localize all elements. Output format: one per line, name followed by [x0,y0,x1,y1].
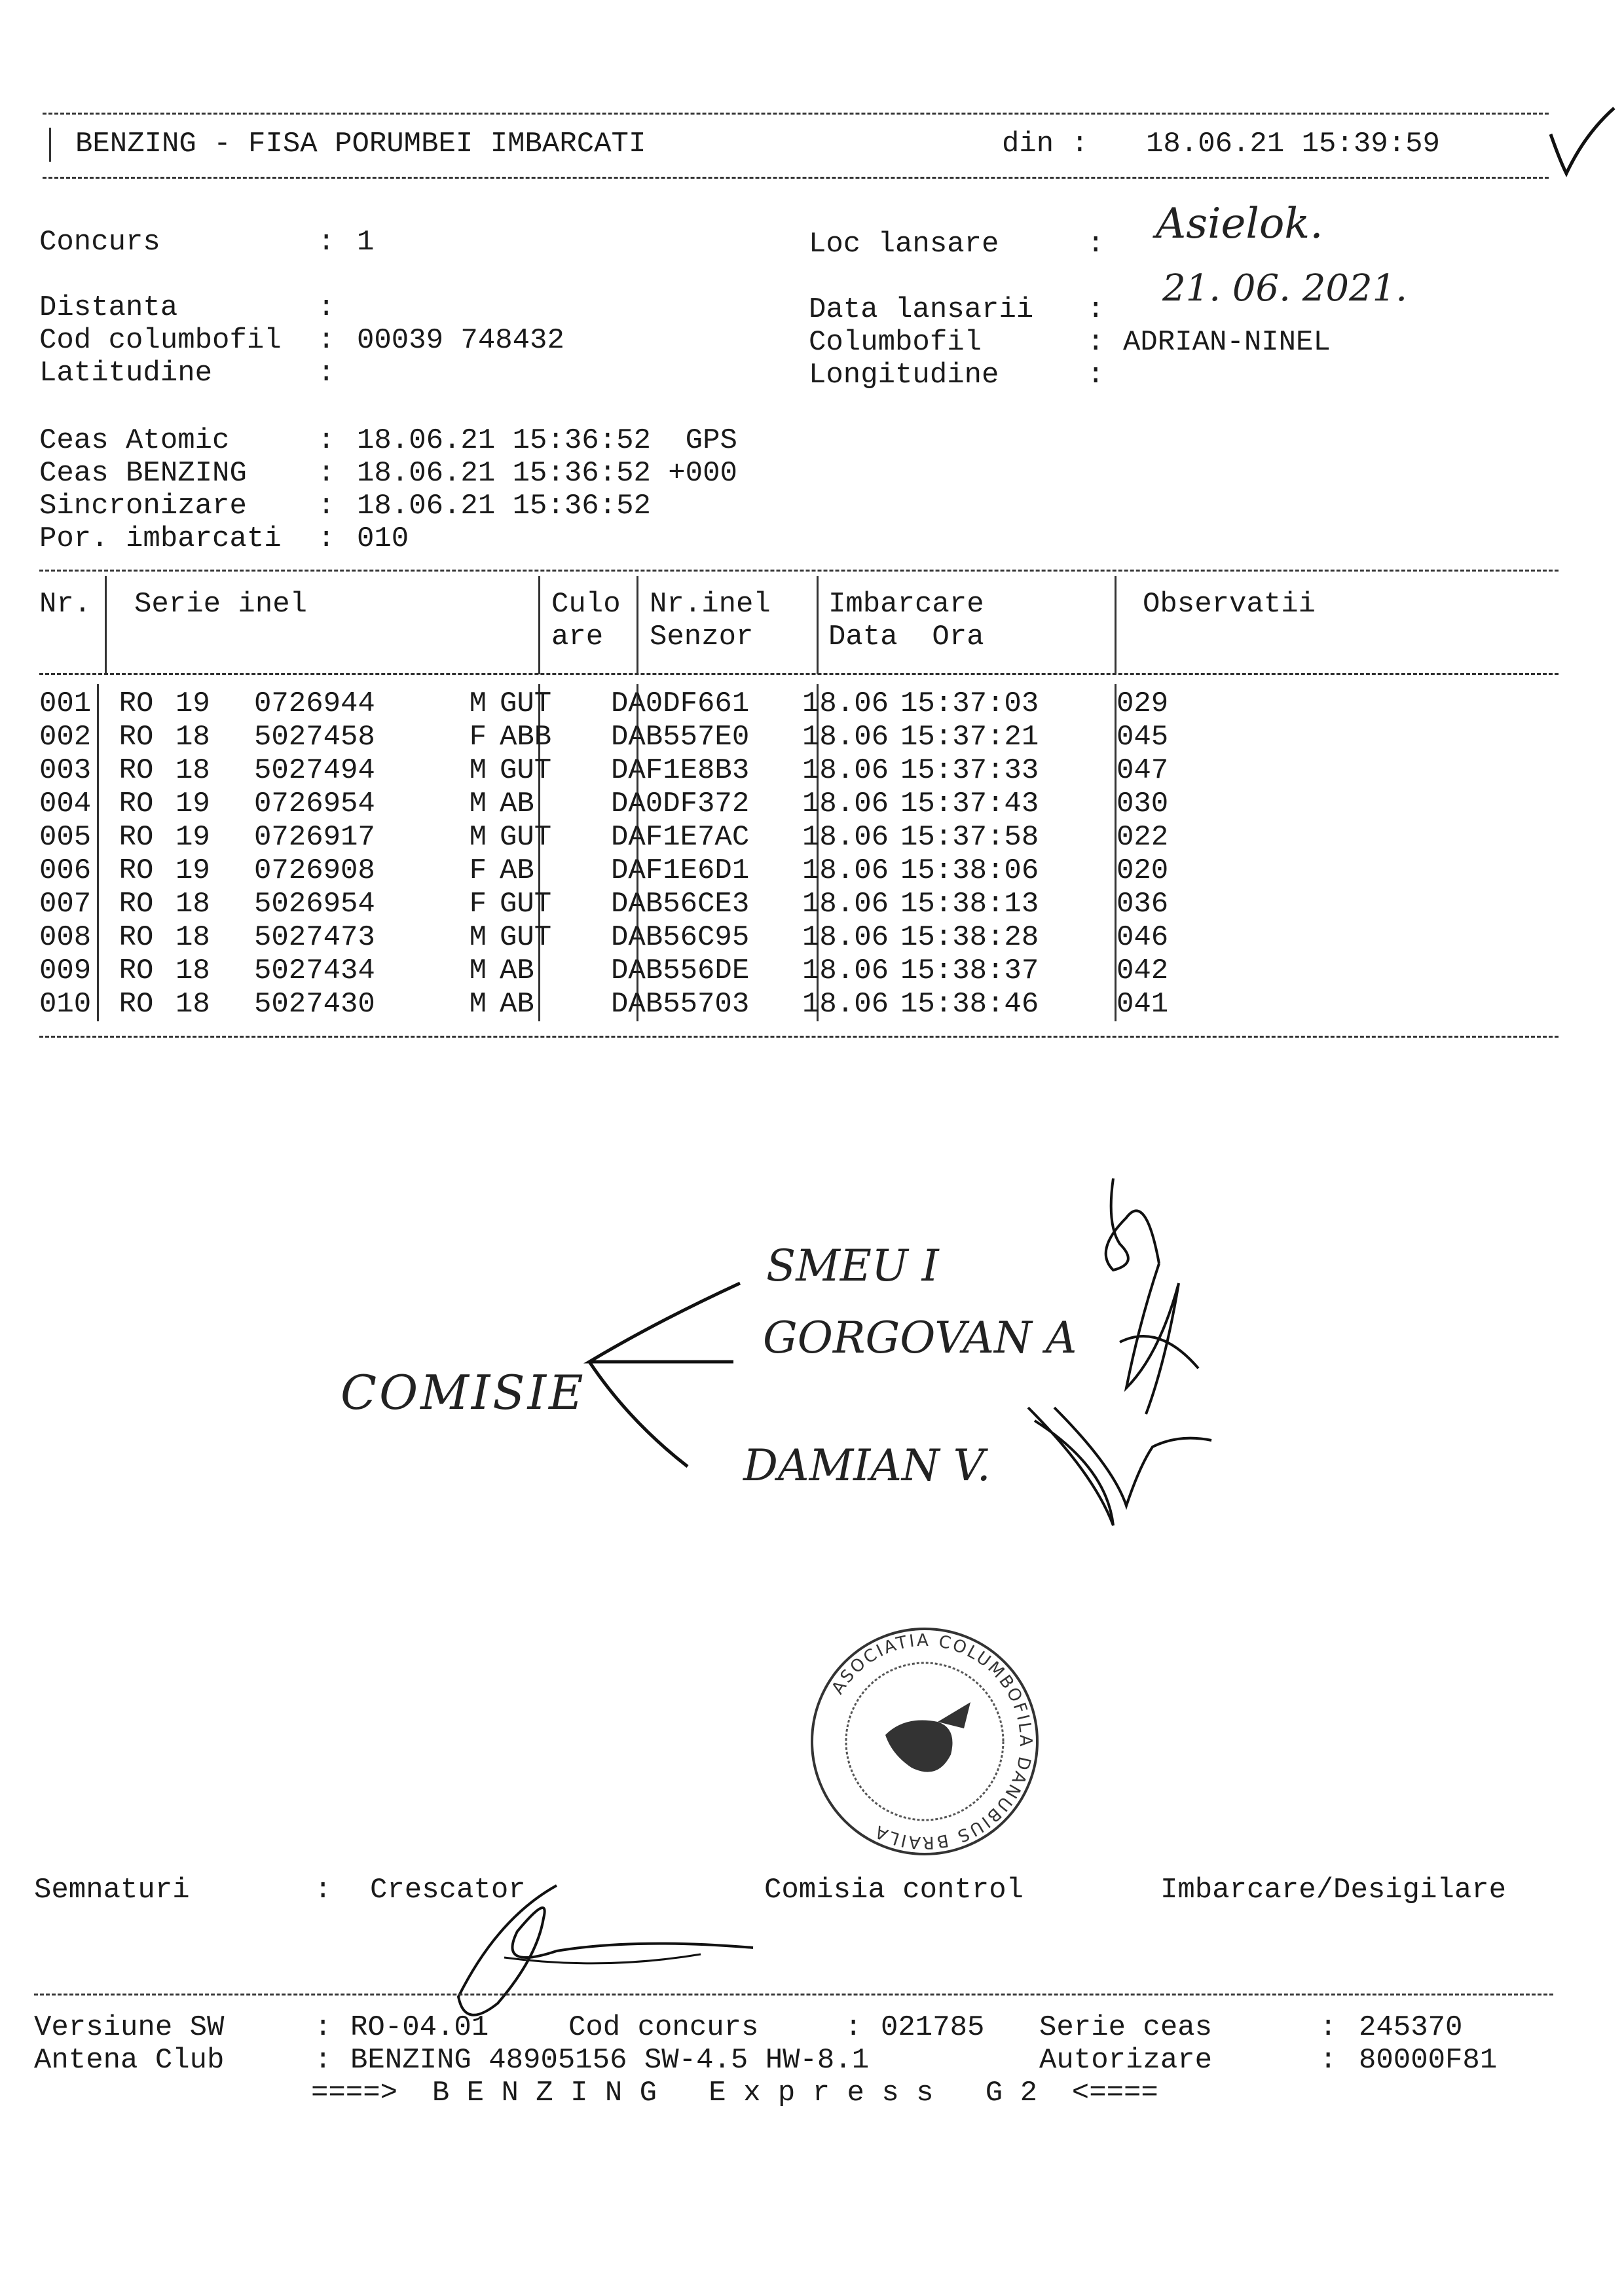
table-row [39,988,1221,1021]
cell-sex: M [469,788,487,820]
cell-obs: 046 [1116,921,1169,954]
cell-senzor: DA0DF661 [611,687,750,720]
info-value-loc-lansare: Asielok. [1156,200,1323,248]
info-sep: : [1087,326,1105,359]
info-sep: : [1320,2011,1337,2044]
cell-sex: F [469,888,487,920]
info-sep: : [845,2011,862,2044]
cell-sex: M [469,921,487,954]
table-bottom-rule [39,1036,1559,1038]
table-top-rule [39,570,1559,572]
col-sep [637,576,638,674]
cell-an: 18 [175,955,210,987]
cell-an: 19 [175,821,210,854]
info-label-loc-lansare: Loc lansare [809,228,999,261]
cell-ora: 15:37:43 [900,788,1039,820]
header-top-rule [43,113,1549,115]
cell-obs: 047 [1116,754,1169,787]
cell-inel: 5027434 [254,955,375,987]
cell-obs: 022 [1116,821,1169,854]
cell-tara: RO [119,754,154,787]
col-header-senzor: Nr.inel [650,588,771,621]
signature-comisia: Comisia control [764,1874,1024,1906]
cell-tara: RO [119,955,154,987]
info-sep: : [318,324,335,357]
footer-antena-value: BENZING 48905156 SW-4.5 HW-8.1 [350,2044,870,2077]
footer-banner: ====> B E N Z I N G E x p r e s s G 2 <==== [311,2077,1158,2109]
cell-ora: 15:38:28 [900,921,1039,954]
cell-culoare: GUT [500,821,552,854]
col-header-culoare-2: are [551,621,604,653]
cell-inel: 0726954 [254,788,375,820]
cell-sex: M [469,955,487,987]
cell-obs: 029 [1116,687,1169,720]
cell-senzor: DAF1E8B3 [611,754,750,787]
col-header-imbarcare: Imbarcare [828,588,984,621]
info-value-cod-columbofil: 00039 748432 [357,324,564,357]
cell-culoare: AB [500,988,534,1021]
cell-an: 19 [175,788,210,820]
info-sep: : [318,424,335,457]
info-label-latitudine: Latitudine [39,357,213,390]
cell-an: 18 [175,921,210,954]
cell-ora: 15:38:37 [900,955,1039,987]
footer-antena-label: Antena Club [34,2044,225,2077]
info-sep: : [318,457,335,490]
cell-data: 18.06 [802,888,889,920]
info-value-columbofil: ADRIAN-NINEL [1123,326,1331,359]
clock-value-sincronizare: 18.06.21 15:36:52 [357,490,651,522]
cell-data: 18.06 [802,955,889,987]
cell-senzor: DAB56CE3 [611,888,750,920]
col-sep [105,576,107,674]
stamp-ring-text: ASOCIATIA COLUMBOFILA DANUBIUS BRAILA [828,1630,1036,1853]
cell-sex: F [469,721,487,754]
cell-inel: 0726917 [254,821,375,854]
cell-obs: 020 [1116,854,1169,887]
info-sep: : [314,2044,332,2077]
cell-culoare: GUT [500,754,552,787]
cell-inel: 5027494 [254,754,375,787]
clock-label-benzing: Ceas BENZING [39,457,247,490]
document-title: BENZING - FISA PORUMBEI IMBARCATI [75,128,646,160]
footer-autorizare-value: 80000F81 [1359,2044,1498,2077]
footer-serie-ceas-value: 245370 [1359,2011,1463,2044]
cell-tara: RO [119,921,154,954]
cell-culoare: GUT [500,921,552,954]
header-bottom-rule [43,177,1549,179]
breeder-signature [439,1879,805,2030]
cell-senzor: DAF1E6D1 [611,854,750,887]
cell-culoare: GUT [500,888,552,920]
cell-culoare: AB [500,854,534,887]
check-mark-icon [1545,108,1617,180]
table-row [39,754,1221,788]
cell-nr: 001 [39,687,92,720]
cell-data: 18.06 [802,788,889,820]
cell-an: 18 [175,754,210,787]
cell-inel: 5027473 [254,921,375,954]
cell-an: 18 [175,988,210,1021]
cell-ora: 15:37:03 [900,687,1039,720]
footer-rule [34,1994,1553,1995]
info-sep: : [314,2011,332,2044]
cell-nr: 004 [39,788,92,820]
info-label-columbofil: Columbofil [809,326,982,359]
cell-ora: 15:37:33 [900,754,1039,787]
clock-label-por-imbarcati: Por. imbarcati [39,522,282,555]
info-value-data-lansarii: 21. 06. 2021. [1162,267,1408,310]
cell-culoare: ABB [500,721,552,754]
cell-senzor: DAB56C95 [611,921,750,954]
cell-obs: 041 [1116,988,1169,1021]
info-sep: : [318,357,335,390]
cell-data: 18.06 [802,821,889,854]
table-row [39,721,1221,754]
info-label-longitudine: Longitudine [809,359,999,392]
cell-data: 18.06 [802,687,889,720]
info-sep: : [314,1874,332,1906]
cell-data: 18.06 [802,854,889,887]
clock-value-benzing: 18.06.21 15:36:52 +000 [357,457,737,490]
table-row [39,888,1221,921]
cell-an: 18 [175,888,210,920]
clock-label-sincronizare: Sincronizare [39,490,247,522]
table-body [39,687,1221,1021]
info-sep: : [1320,2044,1337,2077]
footer-cod-concurs-label: Cod concurs [568,2011,759,2044]
signatures-label: Semnaturi [34,1874,190,1906]
cell-obs: 045 [1116,721,1169,754]
clock-value-atomic: 18.06.21 15:36:52 GPS [357,424,737,457]
col-header-nr: Nr. [39,588,92,621]
cell-nr: 009 [39,955,92,987]
info-sep: : [1087,228,1105,261]
cell-tara: RO [119,821,154,854]
info-label-distanta: Distanta [39,291,178,324]
commission-name-1: SMEU I [766,1241,939,1291]
cell-data: 18.06 [802,921,889,954]
cell-sex: M [469,754,487,787]
cell-senzor: DA0DF372 [611,788,750,820]
cell-nr: 010 [39,988,92,1021]
commission-signature-3 [1015,1394,1218,1532]
table-row [39,821,1221,854]
cell-senzor: DAB556DE [611,955,750,987]
footer-cod-concurs-value: 021785 [881,2011,985,2044]
cell-obs: 042 [1116,955,1169,987]
table-row [39,687,1221,721]
cell-inel: 5026954 [254,888,375,920]
cell-sex: M [469,687,487,720]
cell-an: 19 [175,687,210,720]
commission-name-3: DAMIAN V. [743,1440,991,1491]
info-sep: : [1087,293,1105,326]
table-header-rule [39,673,1559,675]
info-sep: : [318,522,335,555]
footer-versiune-value: RO-04.01 [350,2011,489,2044]
col-header-observatii: Observatii [1143,588,1316,621]
commission-name-2: GORGOVAN A [763,1313,1077,1363]
cell-inel: 0726944 [254,687,375,720]
cell-nr: 005 [39,821,92,854]
cell-nr: 006 [39,854,92,887]
info-sep: : [318,490,335,522]
cell-obs: 036 [1116,888,1169,920]
din-value: 18.06.21 15:39:59 [1146,128,1440,160]
cell-nr: 008 [39,921,92,954]
table-row [39,955,1221,988]
club-stamp [807,1624,1043,1859]
table-row [39,854,1221,888]
table-row [39,788,1221,821]
footer-autorizare-label: Autorizare [1039,2044,1213,2077]
commission-bracket [576,1277,747,1480]
cell-tara: RO [119,721,154,754]
cell-ora: 15:37:58 [900,821,1039,854]
info-label-cod-columbofil: Cod columbofil [39,324,282,357]
signature-crescator: Crescator [370,1874,526,1906]
header-left-bar [49,128,51,162]
din-label: din : [1002,128,1089,160]
col-sep [538,576,540,674]
info-label-data-lansarii: Data lansarii [809,293,1034,326]
col-header-senzor-2: Senzor [650,621,754,653]
col-header-imbarcare-2: Data Ora [828,621,984,653]
cell-inel: 0726908 [254,854,375,887]
cell-an: 18 [175,721,210,754]
cell-obs: 030 [1116,788,1169,820]
clock-value-por-imbarcati: 010 [357,522,409,555]
cell-data: 18.06 [802,988,889,1021]
cell-culoare: GUT [500,687,552,720]
cell-senzor: DAB55703 [611,988,750,1021]
info-label-concurs: Concurs [39,226,160,259]
cell-tara: RO [119,788,154,820]
signature-imbarcare: Imbarcare/Desigilare [1160,1874,1507,1906]
col-sep [817,576,819,674]
cell-nr: 002 [39,721,92,754]
info-sep: : [318,291,335,324]
cell-ora: 15:38:13 [900,888,1039,920]
cell-tara: RO [119,854,154,887]
cell-sex: M [469,821,487,854]
cell-senzor: DAF1E7AC [611,821,750,854]
cell-nr: 003 [39,754,92,787]
cell-sex: F [469,854,487,887]
col-header-culoare: Culo [551,588,621,621]
footer-versiune-label: Versiune SW [34,2011,225,2044]
cell-inel: 5027458 [254,721,375,754]
cell-nr: 007 [39,888,92,920]
cell-tara: RO [119,988,154,1021]
cell-inel: 5027430 [254,988,375,1021]
cell-tara: RO [119,687,154,720]
table-row [39,921,1221,955]
footer-serie-ceas-label: Serie ceas [1039,2011,1213,2044]
cell-data: 18.06 [802,721,889,754]
col-header-serie: Serie inel [134,588,308,621]
clock-label-atomic: Ceas Atomic [39,424,230,457]
cell-data: 18.06 [802,754,889,787]
info-value-concurs: 1 [357,226,375,259]
info-sep: : [1087,359,1105,392]
cell-senzor: DAB557E0 [611,721,750,754]
col-sep [1115,576,1116,674]
cell-culoare: AB [500,955,534,987]
cell-ora: 15:37:21 [900,721,1039,754]
comisie-text: COMISIE [341,1365,586,1420]
cell-ora: 15:38:46 [900,988,1039,1021]
info-sep: : [318,226,335,259]
cell-an: 19 [175,854,210,887]
cell-tara: RO [119,888,154,920]
cell-sex: M [469,988,487,1021]
cell-ora: 15:38:06 [900,854,1039,887]
cell-culoare: AB [500,788,534,820]
